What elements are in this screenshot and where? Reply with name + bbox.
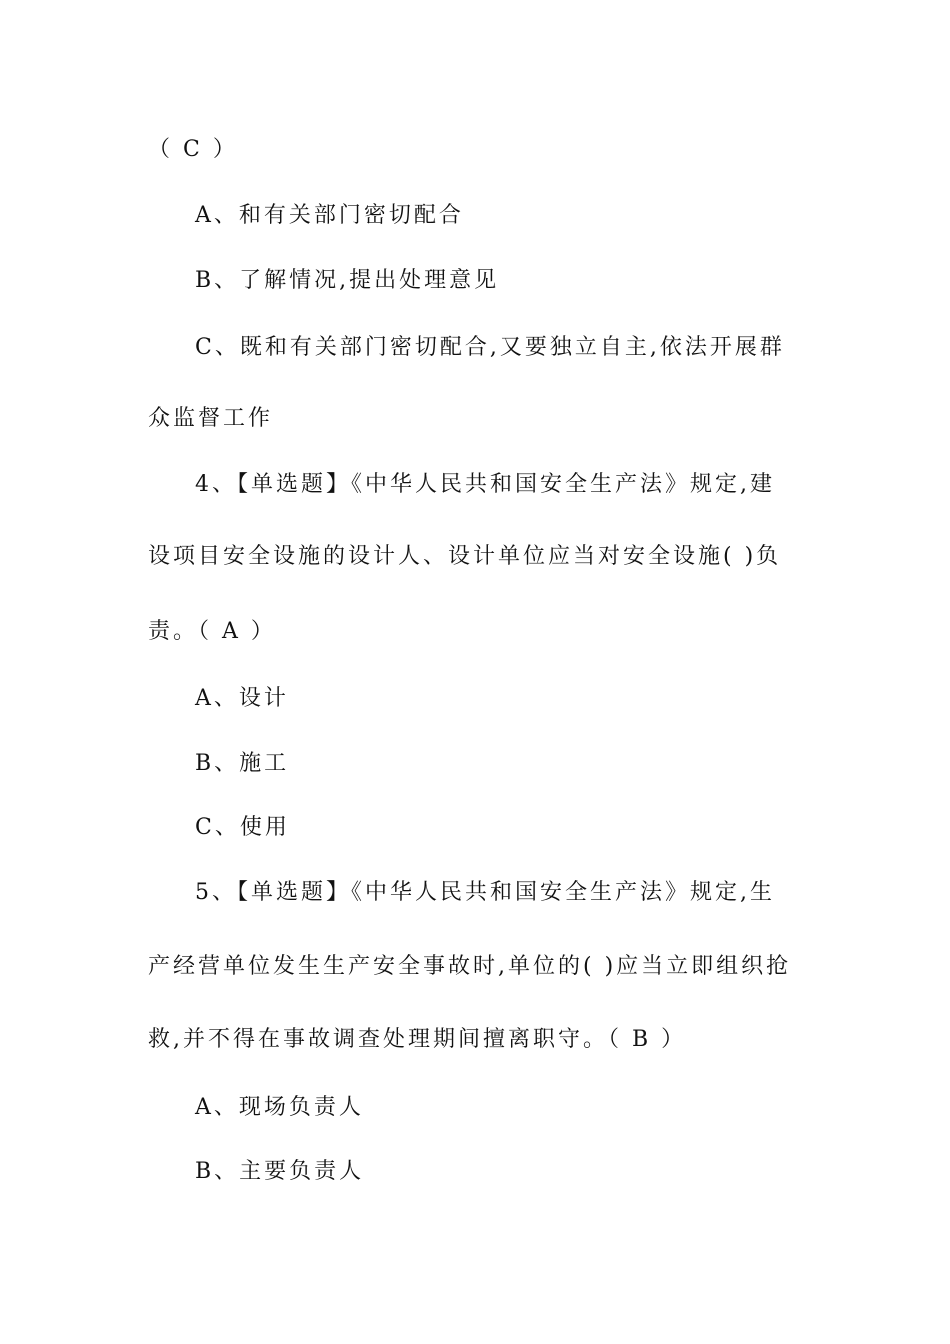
question-4-line-3: 责。（ A ）	[148, 619, 276, 644]
question-5-line-2: 产经营单位发生生产安全事故时,单位的( )应当立即组织抢	[148, 954, 792, 979]
option-c-q3-continued: 众监督工作	[148, 406, 274, 431]
answer-line-q3: （ C ）	[148, 137, 238, 162]
question-5-line-3: 救,并不得在事故调查处理期间擅离职守。（ B ）	[148, 1027, 687, 1052]
option-b-q4: B、施工	[195, 751, 290, 776]
option-c-q4: C、使用	[195, 815, 290, 840]
question-5-line-1: 5、【单选题】《中华人民共和国安全生产法》规定,生	[195, 880, 775, 905]
option-c-q3: C、既和有关部门密切配合,又要独立自主,依法开展群	[195, 335, 785, 360]
option-b-q5: B、主要负责人	[195, 1159, 365, 1184]
option-b-q3: B、了解情况,提出处理意见	[195, 268, 500, 293]
option-a-q5: A、现场负责人	[195, 1095, 364, 1120]
question-4-line-1: 4、【单选题】《中华人民共和国安全生产法》规定,建	[195, 472, 775, 497]
option-a-q3: A、和有关部门密切配合	[195, 203, 464, 228]
question-4-line-2: 设项目安全设施的设计人、设计单位应当对安全设施( )负	[148, 544, 782, 569]
option-a-q4: A、设计	[195, 686, 289, 711]
